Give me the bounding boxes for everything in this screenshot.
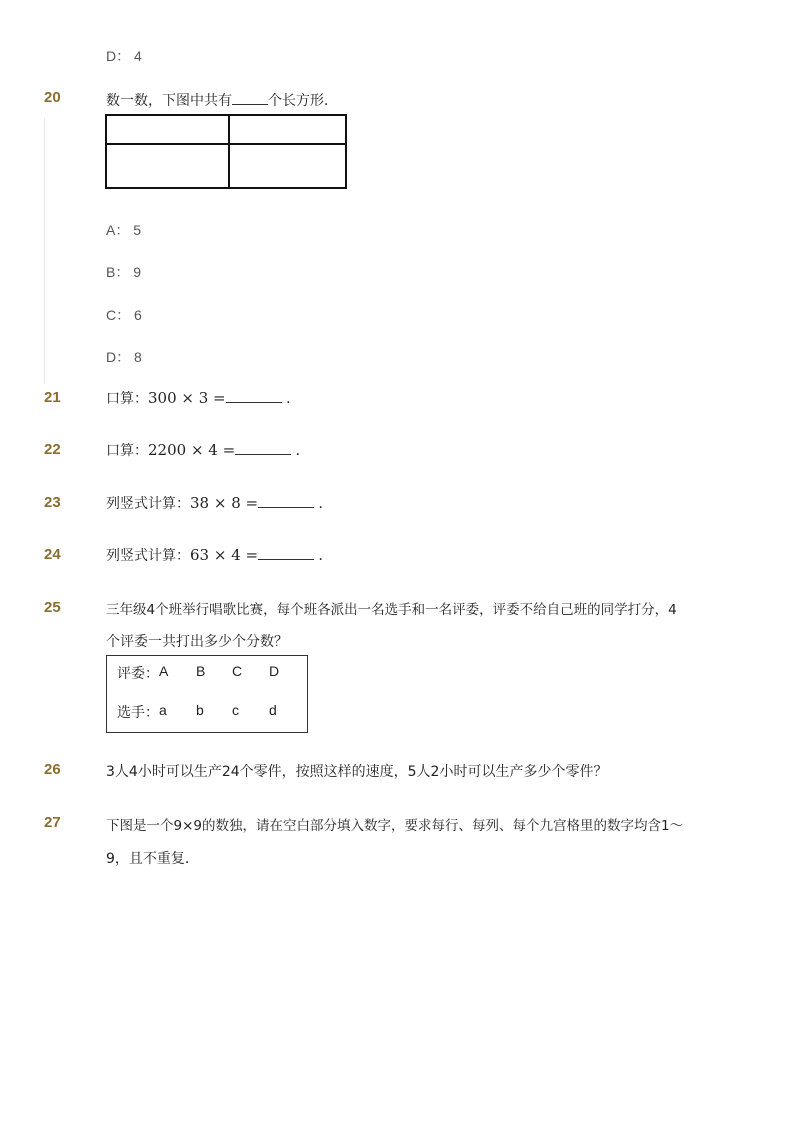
q20-option-c: C： 6 xyxy=(106,307,142,323)
q24-answer-blank xyxy=(258,559,314,560)
q20-option-d: D： 8 xyxy=(106,349,142,365)
q27-line-1: 下图是一个9×9的数独，请在空白部分填入数字，要求每行、每列、每个九宫格里的数字均含1～ xyxy=(106,818,684,834)
q21-expression: 300 × 3 = xyxy=(148,389,226,407)
q21-answer-blank xyxy=(226,402,282,403)
player-b: b xyxy=(196,702,204,718)
judge-a: A xyxy=(159,663,169,679)
question-number-22: 22 xyxy=(44,441,61,458)
question-number-21: 21 xyxy=(44,389,61,406)
judge-d: D xyxy=(269,663,280,679)
q20-answer-blank xyxy=(232,104,268,105)
q22-expression: 2200 × 4 = xyxy=(148,441,236,459)
q20-stem-after: 个长方形． xyxy=(268,93,338,109)
q24-stem xyxy=(106,545,333,565)
judges-players-box xyxy=(106,655,308,733)
question-number-20: 20 xyxy=(44,89,61,106)
q23-suffix: ． xyxy=(318,496,333,512)
figure-vertical-line xyxy=(228,116,230,187)
question-number-27: 27 xyxy=(44,814,61,831)
q21-stem xyxy=(106,388,300,408)
q20-option-b: B： 9 xyxy=(106,264,142,280)
q22-answer-blank xyxy=(235,454,291,455)
q23-expression: 38 × 8 = xyxy=(190,494,259,512)
q23-answer-blank xyxy=(258,507,314,508)
judge-c: C xyxy=(232,663,243,679)
q22-stem xyxy=(106,440,310,460)
question-number-25: 25 xyxy=(44,599,61,616)
q21-suffix: ． xyxy=(286,391,301,407)
rectangle-figure xyxy=(105,114,347,189)
q25-line-2: 个评委一共打出多少个分数？ xyxy=(106,634,288,650)
judges-label: 评委： xyxy=(117,666,159,682)
q25-line-1: 三年级4个班举行唱歌比赛，每个班各派出一名选手和一名评委，评委不给自己班的同学打分，4 xyxy=(106,602,677,618)
q22-prefix: 口算： xyxy=(106,443,148,459)
q19-option-d: D： 4 xyxy=(106,48,142,64)
q24-suffix: ． xyxy=(318,548,333,564)
q20-stem xyxy=(106,90,338,110)
q20-option-a: A： 5 xyxy=(106,222,142,238)
q20-stem-before: 数一数，下图中共有 xyxy=(106,93,232,109)
question-number-24: 24 xyxy=(44,546,61,563)
q24-expression: 63 × 4 = xyxy=(190,546,259,564)
judge-b: B xyxy=(196,663,206,679)
q23-stem xyxy=(106,493,333,513)
q24-prefix: 列竖式计算： xyxy=(106,548,190,564)
question-number-26: 26 xyxy=(44,761,61,778)
question-number-23: 23 xyxy=(44,494,61,511)
q21-prefix: 口算： xyxy=(106,391,148,407)
player-c: c xyxy=(232,702,239,718)
player-a: a xyxy=(159,702,167,718)
q26-text: 3人4小时可以生产24个零件，按照这样的速度，5人2小时可以生产多少个零件？ xyxy=(106,764,608,780)
question-divider xyxy=(44,118,45,384)
q23-prefix: 列竖式计算： xyxy=(106,496,190,512)
q27-line-2: 9，且不重复． xyxy=(106,851,199,867)
figure-horizontal-line xyxy=(107,143,345,145)
players-label: 选手： xyxy=(117,705,159,721)
q22-suffix: ． xyxy=(295,443,310,459)
player-d: d xyxy=(269,702,277,718)
